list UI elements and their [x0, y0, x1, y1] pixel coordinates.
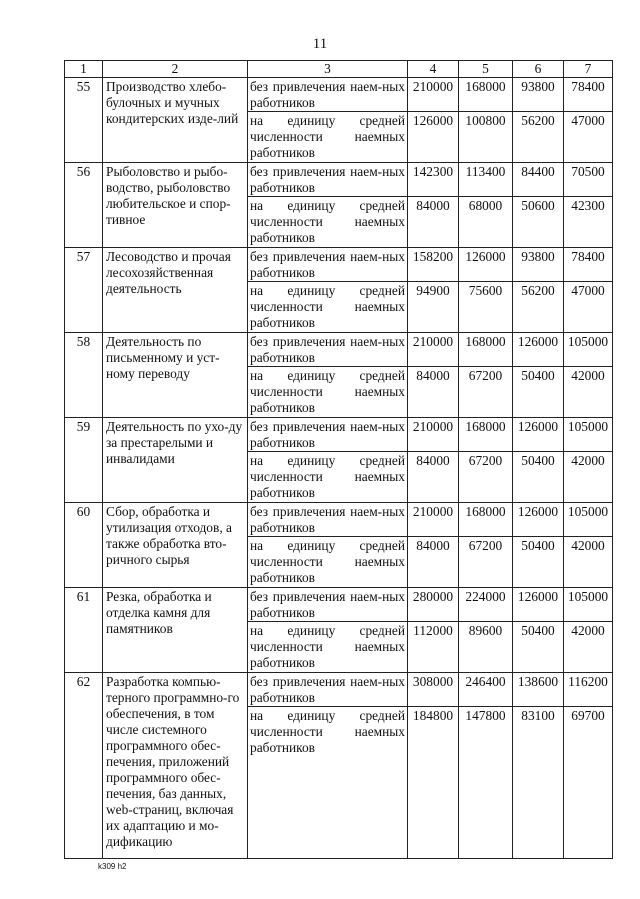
amount-cell: 50400 — [513, 537, 564, 588]
condition-cell: без привлечения наем-ных работников — [248, 248, 408, 282]
amount-cell: 94900 — [408, 282, 459, 333]
row-number: 57 — [65, 248, 103, 333]
amount-cell: 67200 — [459, 452, 513, 503]
amount-cell: 84000 — [408, 452, 459, 503]
column-header: 4 — [408, 61, 459, 78]
condition-cell: на единицу средней численности наемных работников — [248, 367, 408, 418]
amount-cell: 67200 — [459, 537, 513, 588]
amount-cell: 68000 — [459, 197, 513, 248]
column-header: 5 — [459, 61, 513, 78]
row-number: 59 — [65, 418, 103, 503]
row-number: 60 — [65, 503, 103, 588]
amount-cell: 168000 — [459, 418, 513, 452]
row-number: 58 — [65, 333, 103, 418]
activity-name: Сбор, обработка и утилизация отходов, а также обработка вто-ричного сырья — [103, 503, 248, 588]
column-header: 1 — [65, 61, 103, 78]
amount-cell: 42000 — [564, 452, 613, 503]
page-number: 11 — [312, 36, 328, 52]
amount-cell: 100800 — [459, 112, 513, 163]
amount-cell: 126000 — [408, 112, 459, 163]
condition-cell: на единицу средней численности наемных работников — [248, 282, 408, 333]
amount-cell: 84000 — [408, 197, 459, 248]
amount-cell: 105000 — [564, 333, 613, 367]
amount-cell: 84000 — [408, 537, 459, 588]
amount-cell: 93800 — [513, 78, 564, 112]
amount-cell: 67200 — [459, 367, 513, 418]
amount-cell: 50600 — [513, 197, 564, 248]
activity-name: Рыболовство и рыбо-водство, рыболовство любительское и спор-тивное — [103, 163, 248, 248]
activity-name: Лесоводство и прочая лесохозяйственная деятельность — [103, 248, 248, 333]
amount-cell: 93800 — [513, 248, 564, 282]
amount-cell: 126000 — [513, 333, 564, 367]
table-row — [65, 248, 613, 282]
table-row — [65, 333, 613, 367]
condition-cell: без привлечения наем-ных работников — [248, 673, 408, 707]
amount-cell: 56200 — [513, 282, 564, 333]
condition-cell: на единицу средней численности наемных работников — [248, 622, 408, 673]
column-header: 3 — [248, 61, 408, 78]
amount-cell: 56200 — [513, 112, 564, 163]
amount-cell: 78400 — [564, 78, 613, 112]
condition-cell: без привлечения наем-ных работников — [248, 163, 408, 197]
amount-cell: 168000 — [459, 78, 513, 112]
amount-cell: 126000 — [459, 248, 513, 282]
amount-cell: 308000 — [408, 673, 459, 707]
amount-cell: 50400 — [513, 622, 564, 673]
amount-cell: 116200 — [564, 673, 613, 707]
row-number: 62 — [65, 673, 103, 859]
amount-cell: 50400 — [513, 452, 564, 503]
amount-cell: 47000 — [564, 282, 613, 333]
amount-cell: 105000 — [564, 418, 613, 452]
amount-cell: 83100 — [513, 707, 564, 859]
amount-cell: 42000 — [564, 537, 613, 588]
amount-cell: 42300 — [564, 197, 613, 248]
amount-cell: 89600 — [459, 622, 513, 673]
amount-cell: 126000 — [513, 418, 564, 452]
column-number-row — [65, 61, 613, 78]
condition-cell: на единицу средней численности наемных работников — [248, 452, 408, 503]
amount-cell: 210000 — [408, 78, 459, 112]
amount-cell: 210000 — [408, 418, 459, 452]
amount-cell: 224000 — [459, 588, 513, 622]
amount-cell: 69700 — [564, 707, 613, 859]
amount-cell: 42000 — [564, 622, 613, 673]
condition-cell: на единицу средней численности наемных работников — [248, 537, 408, 588]
condition-cell: без привлечения наем-ных работников — [248, 78, 408, 112]
amount-cell: 280000 — [408, 588, 459, 622]
amount-cell: 210000 — [408, 333, 459, 367]
condition-cell: на единицу средней численности наемных работников — [248, 197, 408, 248]
row-number: 61 — [65, 588, 103, 673]
column-header: 6 — [513, 61, 564, 78]
condition-cell: без привлечения наем-ных работников — [248, 333, 408, 367]
activity-name: Производство хлебо-булочных и мучных кондитерских изде-лий — [103, 78, 248, 163]
column-header: 2 — [103, 61, 248, 78]
amount-cell: 75600 — [459, 282, 513, 333]
amount-cell: 126000 — [513, 588, 564, 622]
activity-name: Деятельность по письменному и уст-ному переводу — [103, 333, 248, 418]
amount-cell: 184800 — [408, 707, 459, 859]
table-row — [65, 673, 613, 707]
amount-cell: 47000 — [564, 112, 613, 163]
tax-rate-table — [64, 60, 613, 859]
amount-cell: 105000 — [564, 588, 613, 622]
amount-cell: 142300 — [408, 163, 459, 197]
condition-cell: на единицу средней численности наемных работников — [248, 112, 408, 163]
amount-cell: 84400 — [513, 163, 564, 197]
amount-cell: 168000 — [459, 333, 513, 367]
amount-cell: 138600 — [513, 673, 564, 707]
condition-cell: без привлечения наем-ных работников — [248, 503, 408, 537]
footer-code: k309 h2 — [98, 862, 127, 871]
table-row — [65, 588, 613, 622]
activity-name: Резка, обработка и отделка камня для памятников — [103, 588, 248, 673]
table-row — [65, 418, 613, 452]
amount-cell: 158200 — [408, 248, 459, 282]
amount-cell: 126000 — [513, 503, 564, 537]
condition-cell: без привлечения наем-ных работников — [248, 588, 408, 622]
condition-cell: на единицу средней численности наемных работников — [248, 707, 408, 859]
amount-cell: 112000 — [408, 622, 459, 673]
amount-cell: 70500 — [564, 163, 613, 197]
row-number: 56 — [65, 163, 103, 248]
amount-cell: 147800 — [459, 707, 513, 859]
amount-cell: 210000 — [408, 503, 459, 537]
condition-cell: без привлечения наем-ных работников — [248, 418, 408, 452]
row-number: 55 — [65, 78, 103, 163]
amount-cell: 168000 — [459, 503, 513, 537]
table-row — [65, 163, 613, 197]
amount-cell: 105000 — [564, 503, 613, 537]
amount-cell: 50400 — [513, 367, 564, 418]
table-body — [65, 78, 613, 859]
table-row — [65, 503, 613, 537]
column-header: 7 — [564, 61, 613, 78]
amount-cell: 78400 — [564, 248, 613, 282]
activity-name: Разработка компью-терного программно-го обеспечения, в том числе системного программного обес-печения, приложений программного обес-печения, баз данных, web-страниц, включая их адаптацию и мо-дификацию — [103, 673, 248, 859]
amount-cell: 246400 — [459, 673, 513, 707]
table-row — [65, 78, 613, 112]
amount-cell: 84000 — [408, 367, 459, 418]
activity-name: Деятельность по ухо-ду за престарелыми и инвалидами — [103, 418, 248, 503]
amount-cell: 113400 — [459, 163, 513, 197]
amount-cell: 42000 — [564, 367, 613, 418]
